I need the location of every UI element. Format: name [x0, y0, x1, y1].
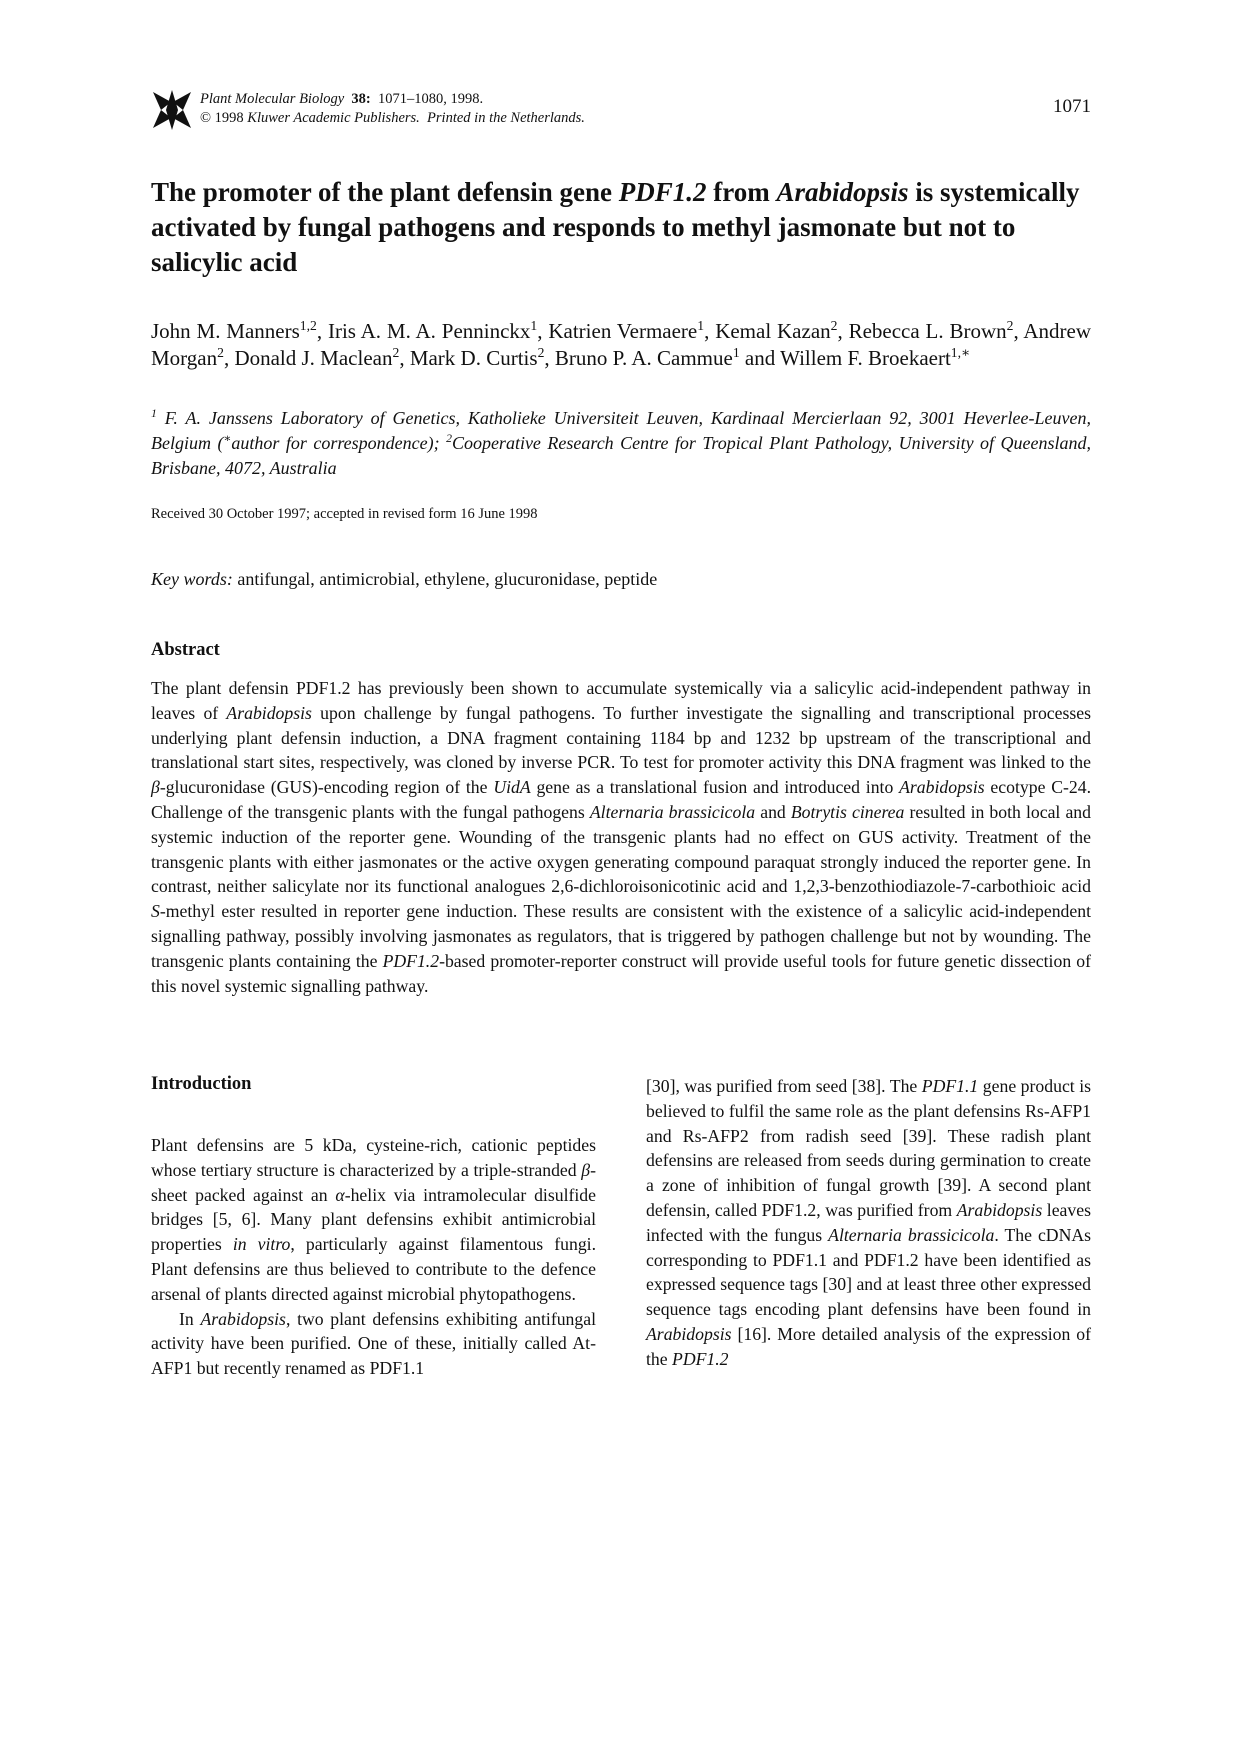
- kluwer-logo-icon: [151, 88, 193, 132]
- intro-paragraph-2: In Arabidopsis, two plant defensins exhibiting antifungal activity have been purified. One of these, initially called At-AFP1 but recently renamed as PDF1.1: [151, 1308, 596, 1379]
- journal-header: [151, 88, 1091, 136]
- author: Kemal Kazan$^2$,: [715, 318, 849, 343]
- keywords: [151, 569, 657, 590]
- intro-paragraph-1: Plant defensins are 5 kDa, cysteine-rich, cationic peptides whose tertiary structure is characterized by a triple-stranded β-sheet packed against an α-helix via intramolecular disulfide bridges [5, 6]. Many plant defensins exhibit antimicrobial properties in vitro, particularly against filamentous fungi. Plant defensins are thus believed to contribute to the defence arsenal of plants directed against microbial phytopathogens.: [151, 1135, 597, 1304]
- author: Iris A. M. A. Penninckx$^1$,: [327, 318, 549, 343]
- author: Willem F. Broekaert$^{1,∗}$: [780, 345, 971, 370]
- introduction-heading: Introduction: [151, 1074, 252, 1094]
- printed-location: Printed in the Netherlands.: [427, 110, 585, 126]
- paper-title: The promoter of the plant defensin gene PDF1.2 from Arabidopsis is systemically activated by fungal pathogens and responds to methyl jasmonate but not to salicylic acid: [151, 177, 1080, 277]
- publisher: Kluwer Academic Publishers.: [247, 110, 420, 126]
- author: Andrew Morgan$^2$,: [151, 319, 1092, 370]
- left-column: [151, 1074, 596, 1381]
- page-number: 1071: [1053, 96, 1091, 117]
- journal-name: Plant Molecular Biology: [200, 91, 345, 107]
- author: Bruno P. A. Cammue$^1$ and: [554, 345, 781, 370]
- author: Rebecca L. Brown$^2$,: [848, 318, 1024, 343]
- intro-paragraph-2-continued: [30], was purified from seed [38]. The PDF1.1 gene product is believed to fulfil the same role as the plant defensins Rs-AFP1 and Rs-AFP2 from radish seed [39]. These radish plant defensins are released from seeds during germination to create a zone of inhibition of fungal growth [39]. A second plant defensin, called PDF1.2, was purified from Arabidopsis leaves infected with the fungus Alternaria brassicicola. The cDNAs corresponding to PDF1.1 and PDF1.2 have been identified as expressed sequence tags [30] and at least three other expressed sequence tags encoding plant defensins have been found in Arabidopsis [16]. More detailed analysis of the expression of the PDF1.2: [646, 1076, 1092, 1369]
- affiliations: $^1$ F. A. Janssens Laboratory of Genetics, Katholieke Universiteit Leuven, Kardinaal Mercierlaan 92, 3001 Heverlee-Leuven, Belgium (∗author for correspondence); $^2$Cooperative Research Centre for Tropical Plant Pathology, University of Queensland, Brisbane, 4072, Australia: [151, 407, 1092, 478]
- journal-volume: 38:: [351, 91, 371, 107]
- keywords-label: Key words:: [151, 569, 233, 589]
- journal-pages: 1071–1080, 1998.: [378, 91, 484, 107]
- abstract-heading: Abstract: [151, 640, 220, 660]
- author-list: [151, 318, 1091, 372]
- author: John M. Manners$^{1,2}$,: [151, 318, 328, 343]
- journal-citation: [200, 90, 585, 128]
- author: Katrien Vermaere$^1$,: [548, 318, 716, 343]
- right-column: [646, 1074, 1091, 1372]
- keywords-text: antifungal, antimicrobial, ethylene, glucuronidase, peptide: [232, 569, 658, 589]
- author: Mark D. Curtis$^2$,: [409, 345, 555, 370]
- author: Donald J. Maclean$^2$,: [234, 345, 410, 370]
- abstract-text: The plant defensin PDF1.2 has previously been shown to accumulate systemically via a salicylic acid-independent pathway in leaves of Arabidopsis upon challenge by fungal pathogens. To further investigate the signalling and transcriptional processes underlying plant defensin induction, a DNA fragment containing 1184 bp and 1232 bp upstream of the transcriptional and translational start sites, respectively, was cloned by inverse PCR. To test for promoter activity this DNA fragment was linked to the β-glucuronidase (GUS)-encoding region of the UidA gene as a translational fusion and introduced into Arabidopsis ecotype C-24. Challenge of the transgenic plants with the fungal pathogens Alternaria brassicicola and Botrytis cinerea resulted in both local and systemic induction of the reporter gene. Wounding of the transgenic plants had no effect on GUS activity. Treatment of the transgenic plants with either jasmonates or the active oxygen generating compound paraquat strongly induced the reporter gene. In contrast, neither salicylate nor its functional analogues 2,6-dichloroisonicotinic acid and 1,2,3-benzothiodiazole-7-carbothioic acid S-methyl ester resulted in reporter gene induction. These results are consistent with the existence of a salicylic acid-independent signalling pathway, possibly involving jasmonates as regulators, that is triggered by pathogen challenge but not by wounding. The transgenic plants containing the PDF1.2-based promoter-reporter construct will provide useful tools for future genetic dissection of this novel systemic signalling pathway.: [151, 678, 1092, 996]
- copyright: © 1998: [200, 110, 244, 126]
- received-date: Received 30 October 1997; accepted in revised form 16 June 1998: [151, 506, 538, 522]
